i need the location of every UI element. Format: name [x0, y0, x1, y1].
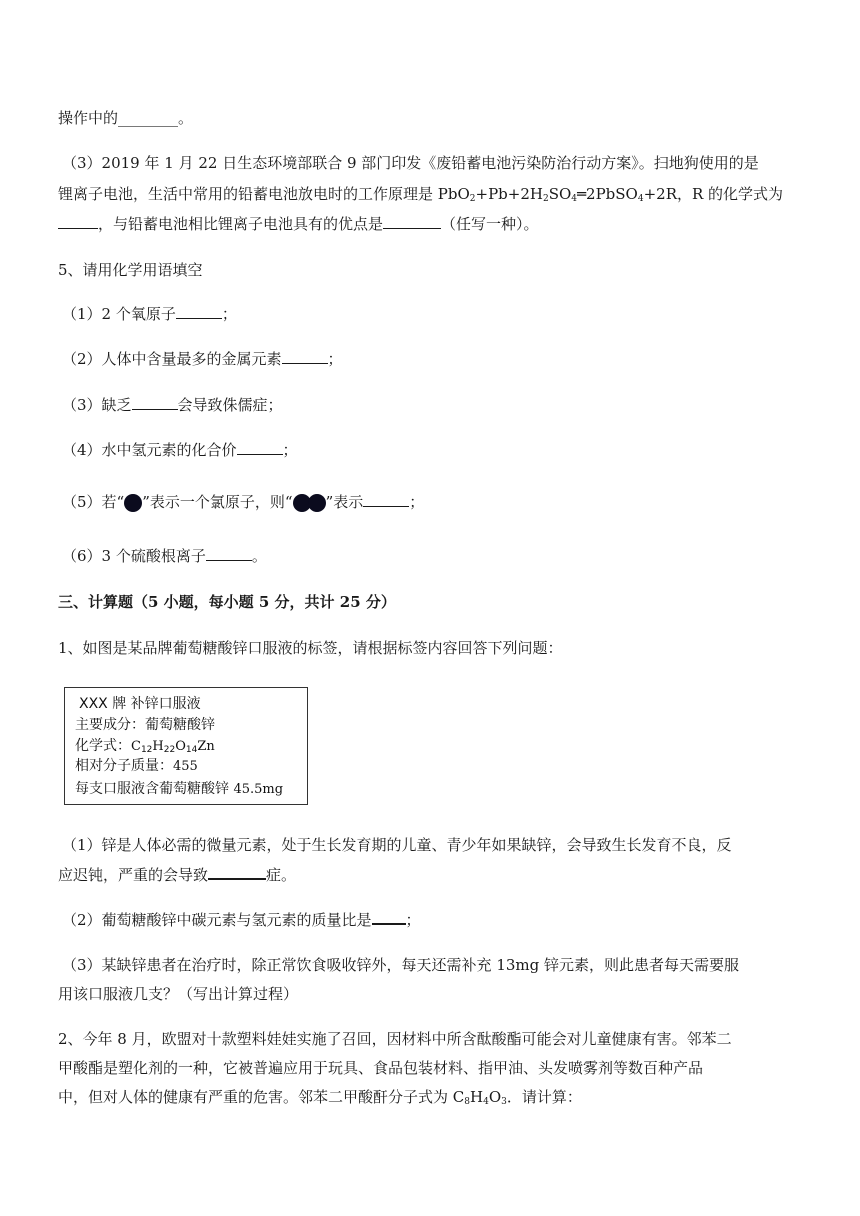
subscript: 2: [542, 194, 549, 204]
chlorine-atom-icon: [308, 494, 326, 512]
answer-blank[interactable]: [176, 304, 222, 319]
label-dose-value: 45.5mg: [233, 782, 284, 797]
answer-blank[interactable]: [206, 546, 252, 561]
q4-part3-line-1: [62, 153, 759, 173]
question-text: （1）锌是人体必需的微量元素，处于生长发育期的儿童、青少年如果缺锌，会导致生长发育不良，反: [62, 836, 732, 854]
question-text: （1）2 个氧原子: [62, 305, 176, 323]
subscript: 4: [483, 1097, 489, 1107]
question-text: ；: [405, 911, 421, 929]
equation-text: 锂离子电池，生活中常用的铅蓄电池放电时的工作原理是 PbO: [58, 185, 470, 203]
answer-blank[interactable]: [363, 492, 409, 507]
label-dose: [75, 780, 283, 799]
calc2-line-2: [58, 1058, 703, 1078]
calc2-line-1: [58, 1029, 732, 1049]
q5-item-5: [62, 492, 424, 512]
question-text: （6）3 个硫酸根离子: [62, 547, 206, 565]
question-text: （3）某缺锌患者在治疗时，除正常饮食吸收锌外，每天还需补充 13mg 锌元素，则此患者每天需要服: [62, 956, 739, 974]
label-title-text: XXX 牌 补锌口服液: [79, 696, 201, 712]
formula-symbol: Zn: [197, 739, 215, 754]
label-mass-value: 455: [173, 759, 198, 774]
formula-symbol: C: [131, 739, 141, 754]
question-text: （3）缺乏: [62, 396, 132, 414]
q5-item-3: [62, 395, 283, 415]
question-text: ；: [282, 441, 298, 459]
question-text: ”表示一个氯原子，则“: [142, 493, 293, 511]
question-text: ；: [327, 350, 343, 368]
question-text: ．请计算：: [506, 1088, 582, 1106]
q5-item-1: [62, 304, 237, 324]
question-text: 应迟钝，严重的会导致: [58, 866, 209, 884]
subscript: 22: [163, 745, 176, 755]
formula-symbol: H: [469, 1088, 484, 1106]
question-text: 。: [251, 547, 267, 565]
formula-symbol: O: [488, 1088, 502, 1106]
equation-text: +2R，R 的化学式为: [643, 185, 784, 203]
calc1-q2: [62, 909, 421, 930]
answer-blank[interactable]: [282, 349, 328, 364]
subscript: 8: [464, 1097, 470, 1107]
question-text: 2、今年 8 月，欧盟对十款塑料娃娃实施了召回，因材料中所含酞酸酯可能会对儿童健康有害。邻苯二: [58, 1030, 732, 1048]
subscript: 12: [140, 745, 153, 755]
answer-blank[interactable]: [372, 909, 406, 925]
label-formula: [75, 737, 215, 756]
subscript: 2: [469, 194, 476, 204]
question-text: 症。: [266, 866, 297, 884]
calc1-intro: [58, 638, 563, 658]
question-text: ；: [409, 493, 425, 511]
formula-symbol: O: [175, 739, 186, 754]
q4-line-1: [58, 108, 193, 128]
question-text: 中，但对人体的健康有严重的危害。邻苯二甲酸酐分子式为 C: [58, 1088, 465, 1106]
subscript: 14: [185, 745, 198, 755]
subscript: 3: [501, 1097, 507, 1107]
label-mass: [75, 757, 198, 776]
product-label-image: [64, 687, 308, 805]
question-text: （4）水中氢元素的化合价: [62, 441, 237, 459]
label-ingredient-text: 主要成分：葡萄糖酸锌: [75, 717, 215, 733]
label-formula-prefix: 化学式：: [75, 738, 131, 754]
section-title: 三、计算题（5 小题，每小题 5 分，共计 25 分）: [58, 593, 396, 611]
calc1-q1-line-1: [62, 835, 732, 855]
answer-blank[interactable]: [132, 395, 178, 410]
question-text: ；: [221, 305, 237, 323]
question-text: （2）葡萄糖酸锌中碳元素与氢元素的质量比是: [62, 911, 372, 929]
formula-symbol: H: [152, 739, 164, 754]
question-text: （任写一种）。: [441, 215, 539, 233]
question-text: 甲酸酯是塑化剂的一种，它被普遍应用于玩具、食品包装材料、指甲油、头发喷雾剂等数百种产品: [58, 1059, 704, 1077]
q4-text: 操作中的________。: [58, 109, 194, 127]
equation-text: ═2PbSO: [577, 185, 638, 203]
subscript: 4: [637, 194, 644, 204]
q5-item-6: [62, 546, 267, 566]
calc2-line-3: [58, 1087, 582, 1107]
section-heading: [58, 592, 396, 612]
q5-title: [58, 260, 203, 280]
q4-part3-text: （3）2019 年 1 月 22 日生态环境部联合 9 部门印发《废铅蓄电池污染防治行动方案》。扫地狗使用的是: [62, 154, 759, 172]
question-text: （2）人体中含量最多的金属元素: [62, 350, 282, 368]
q4-part3-line-3: [58, 214, 539, 234]
answer-blank[interactable]: [208, 864, 266, 880]
calc1-q1-line-2: [58, 864, 296, 885]
label-ingredient: [75, 716, 215, 734]
label-mass-prefix: 相对分子质量：: [75, 758, 173, 774]
answer-blank[interactable]: [383, 214, 441, 229]
question-text: ”表示: [325, 493, 364, 511]
question-title: 5、请用化学用语填空: [58, 261, 203, 279]
question-text: 用该口服液几支？（写出计算过程）: [58, 985, 299, 1003]
question-text: （5）若“: [62, 493, 125, 511]
calc1-q3-line-1: [62, 955, 739, 975]
equation-text: +Pb+2H: [475, 185, 543, 203]
label-title: [79, 695, 201, 713]
question-text: ，与铅蓄电池相比锂离子电池具有的优点是: [98, 215, 384, 233]
question-text: 1、如图是某品牌葡萄糖酸锌口服液的标签，请根据标签内容回答下列问题：: [58, 639, 563, 657]
question-text: 会导致侏儒症；: [177, 396, 283, 414]
label-dose-prefix: 每支口服液含葡萄糖酸锌: [75, 781, 234, 797]
q5-item-2: [62, 349, 343, 369]
answer-blank[interactable]: [58, 214, 98, 229]
equation-text: SO: [548, 185, 572, 203]
chlorine-atom-icon: [124, 494, 142, 512]
subscript: 4: [571, 194, 578, 204]
calc1-q3-line-2: [58, 984, 298, 1004]
q4-part3-line-2: [58, 184, 783, 204]
q5-item-4: [62, 440, 298, 460]
answer-blank[interactable]: [237, 440, 283, 455]
